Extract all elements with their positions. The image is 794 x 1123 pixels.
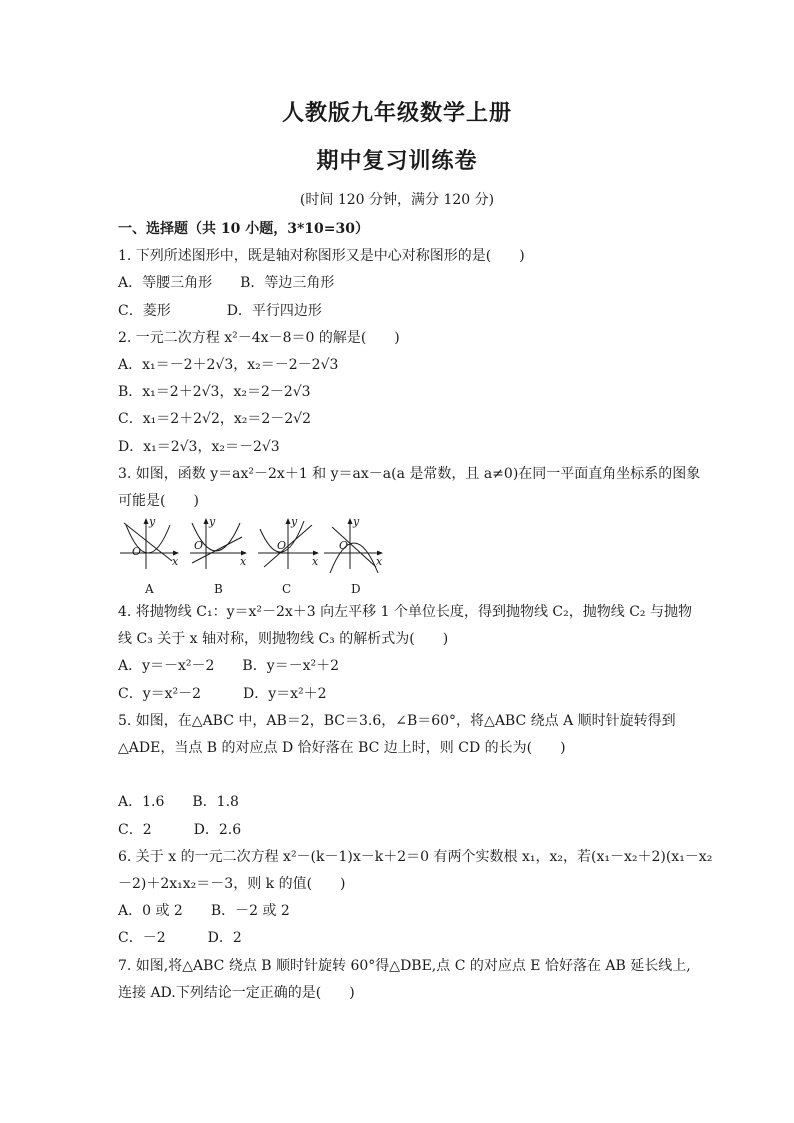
question-6-options-ab: A．0 或 2 B．－2 或 2	[118, 903, 290, 920]
graph-b-origin-label: O	[194, 539, 204, 553]
graphs-figure	[118, 515, 418, 579]
page-title: 人教版九年级数学上册	[281, 100, 512, 126]
question-1-options-cd: C．菱形 D．平行四边形	[118, 302, 322, 319]
question-1: 1. 下列所述图形中，既是轴对称图形又是中心对称图形的是( )	[118, 248, 525, 265]
question-1-options-ab: A．等腰三角形 B．等边三角形	[118, 275, 335, 292]
question-5-figure-space	[118, 762, 678, 789]
question-6-line-2: －2)＋2x₁x₂＝－3，则 k 的值( )	[118, 875, 346, 892]
graph-d-x-label: x	[376, 555, 383, 569]
exam-info: (时间 120 分钟，满分 120 分)	[299, 192, 495, 208]
graph-c-x-label: x	[312, 555, 319, 569]
question-5-line-1: 5. 如图，在△ABC 中，AB＝2，BC＝3.6，∠B＝60°，将△ABC 绕点 A 顺时针旋转得到	[118, 712, 676, 729]
graph-a-y-label: y	[149, 515, 156, 529]
graph-c-origin-label: O	[277, 539, 287, 553]
exam-body	[118, 216, 713, 1007]
question-2-option-c: C．x₁＝2＋2√2，x₂＝2－2√2	[118, 411, 312, 428]
question-2: 2. 一元二次方程 x²－4x－8＝0 的解是( )	[118, 329, 400, 346]
page-subtitle: 期中复习训练卷	[316, 148, 478, 174]
question-4-line-2: 线 C₃ 关于 x 轴对称，则抛物线 C₃ 的解析式为( )	[118, 631, 449, 648]
graph-option-c: C	[282, 582, 292, 597]
question-4-options-ab: A．y＝－x²－2 B．y＝－x²＋2	[118, 658, 340, 675]
question-7-line-2: 连接 AD.下列结论一定正确的是( )	[118, 984, 355, 1001]
question-2-option-a: A．x₁＝－2＋2√3，x₂＝－2－2√3	[118, 356, 339, 373]
graph-a-x-label: x	[172, 555, 179, 569]
question-2-option-b: B．x₁＝2＋2√3，x₂＝2－2√3	[118, 384, 311, 401]
graph-option-d: D	[351, 582, 361, 597]
question-2-option-d: D．x₁＝2√3，x₂＝－2√3	[118, 438, 280, 455]
question-3-line-2: 可能是( )	[118, 492, 199, 509]
graph-option-labels	[118, 579, 678, 599]
graph-a-origin-label: O	[132, 545, 142, 559]
graph-option-b: B	[214, 582, 223, 597]
question-6-options-cd: C．－2 D．2	[118, 930, 242, 947]
graph-b-y-label: y	[209, 515, 216, 529]
graph-d-origin-label: O	[339, 539, 349, 553]
question-6-line-1: 6. 关于 x 的一元二次方程 x²－(k－1)x－k＋2＝0 有两个实数根 x₁，x₂，若(x₁－x₂＋2)(x₁－x₂	[118, 848, 713, 865]
question-7-line-1: 7. 如图,将△ABC 绕点 B 顺时针旋转 60°得△DBE,点 C 的对应点 E 恰好落在 AB 延长线上,	[118, 957, 691, 974]
section-heading: 一、选择题（共 10 小题，3*10=30）	[118, 221, 369, 237]
graph-d-y-label: y	[353, 515, 360, 529]
question-3-graphs	[118, 515, 678, 579]
question-4-options-cd: C．y＝x²－2 D．y＝x²＋2	[118, 685, 327, 702]
question-4-line-1: 4. 将抛物线 C₁：y＝x²－2x＋3 向左平移 1 个单位长度，得到抛物线 C₂，抛物线 C₂ 与抛物	[118, 604, 692, 621]
question-5-options-cd: C．2 D．2.6	[118, 821, 242, 838]
graph-c-y-label: y	[291, 515, 298, 529]
graph-option-a: A	[145, 582, 154, 597]
question-3-line-1: 3. 如图，函数 y＝ax²－2x＋1 和 y＝ax－a(a 是常数，且 a≠0)在同一平面直角坐标系的图象	[118, 465, 701, 482]
question-5-line-2: △ADE，当点 B 的对应点 D 恰好落在 BC 边上时，则 CD 的长为( )	[118, 740, 566, 756]
graph-b-x-label: x	[240, 555, 247, 569]
question-5-options-ab: A．1.6 B．1.8	[118, 794, 239, 811]
